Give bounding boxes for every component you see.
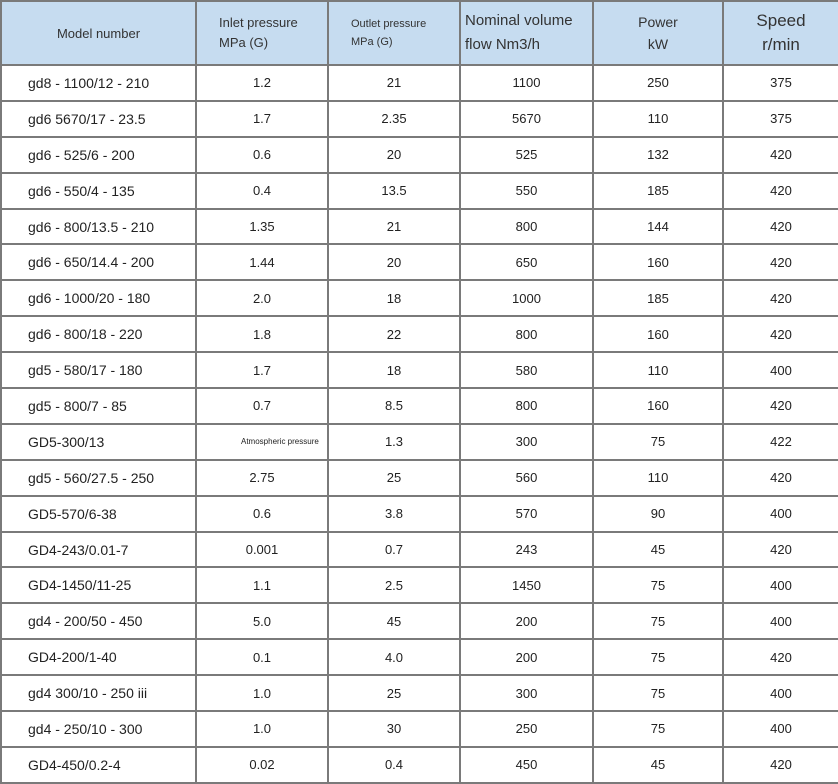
cell-power: 90 bbox=[593, 496, 723, 532]
cell-model-number: GD4-243/0.01-7 bbox=[1, 532, 196, 568]
table-row bbox=[1, 244, 838, 280]
table-row bbox=[1, 388, 838, 424]
cell-model-number: gd5 - 580/17 - 180 bbox=[1, 352, 196, 388]
cell-inlet-pressure: 5.0 bbox=[196, 603, 328, 639]
cell-outlet-pressure: 22 bbox=[328, 316, 460, 352]
cell-inlet-pressure: 1.8 bbox=[196, 316, 328, 352]
cell-nominal-volume-flow: 450 bbox=[460, 747, 593, 783]
cell-inlet-pressure: 1.7 bbox=[196, 352, 328, 388]
cell-speed: 422 bbox=[723, 424, 838, 460]
cell-speed: 420 bbox=[723, 316, 838, 352]
cell-inlet-pressure: 1.1 bbox=[196, 567, 328, 603]
cell-nominal-volume-flow: 800 bbox=[460, 316, 593, 352]
cell-power: 160 bbox=[593, 316, 723, 352]
cell-nominal-volume-flow: 800 bbox=[460, 388, 593, 424]
table-row bbox=[1, 460, 838, 496]
cell-nominal-volume-flow: 1450 bbox=[460, 567, 593, 603]
cell-nominal-volume-flow: 1000 bbox=[460, 280, 593, 316]
header-nominal-volume-flow-line2: flow Nm3/h bbox=[465, 36, 541, 53]
cell-outlet-pressure: 0.7 bbox=[328, 532, 460, 568]
cell-power: 185 bbox=[593, 280, 723, 316]
cell-speed: 420 bbox=[723, 137, 838, 173]
table-row bbox=[1, 424, 838, 460]
cell-outlet-pressure: 2.5 bbox=[328, 567, 460, 603]
cell-outlet-pressure: 1.3 bbox=[328, 424, 460, 460]
cell-nominal-volume-flow: 300 bbox=[460, 424, 593, 460]
cell-power: 185 bbox=[593, 173, 723, 209]
cell-inlet-pressure: 0.6 bbox=[196, 137, 328, 173]
table-row bbox=[1, 675, 838, 711]
cell-model-number: GD4-200/1-40 bbox=[1, 639, 196, 675]
cell-power: 160 bbox=[593, 244, 723, 280]
cell-speed: 420 bbox=[723, 388, 838, 424]
cell-speed: 420 bbox=[723, 747, 838, 783]
cell-outlet-pressure: 18 bbox=[328, 352, 460, 388]
cell-model-number: GD5-570/6-38 bbox=[1, 496, 196, 532]
cell-inlet-pressure: 0.7 bbox=[196, 388, 328, 424]
header-model-number bbox=[1, 1, 196, 65]
cell-power: 144 bbox=[593, 209, 723, 245]
cell-outlet-pressure: 45 bbox=[328, 603, 460, 639]
cell-model-number: gd6 - 1000/20 - 180 bbox=[1, 280, 196, 316]
cell-nominal-volume-flow: 200 bbox=[460, 639, 593, 675]
cell-model-number: GD4-450/0.2-4 bbox=[1, 747, 196, 783]
header-outlet-pressure bbox=[328, 1, 460, 65]
cell-inlet-pressure: 0.4 bbox=[196, 173, 328, 209]
cell-model-number: gd5 - 560/27.5 - 250 bbox=[1, 460, 196, 496]
cell-outlet-pressure: 21 bbox=[328, 65, 460, 101]
cell-outlet-pressure: 0.4 bbox=[328, 747, 460, 783]
cell-power: 110 bbox=[593, 101, 723, 137]
cell-outlet-pressure: 20 bbox=[328, 137, 460, 173]
cell-nominal-volume-flow: 525 bbox=[460, 137, 593, 173]
cell-model-number: gd6 - 525/6 - 200 bbox=[1, 137, 196, 173]
cell-speed: 420 bbox=[723, 639, 838, 675]
table-row bbox=[1, 711, 838, 747]
cell-outlet-pressure: 30 bbox=[328, 711, 460, 747]
header-speed-line2: r/min bbox=[762, 35, 800, 54]
cell-model-number: gd4 - 250/10 - 300 bbox=[1, 711, 196, 747]
cell-outlet-pressure: 3.8 bbox=[328, 496, 460, 532]
table-row bbox=[1, 567, 838, 603]
cell-inlet-pressure: 0.001 bbox=[196, 532, 328, 568]
cell-power: 75 bbox=[593, 711, 723, 747]
cell-nominal-volume-flow: 200 bbox=[460, 603, 593, 639]
header-model-number-line1: Model number bbox=[56, 25, 141, 41]
cell-power: 110 bbox=[593, 460, 723, 496]
cell-inlet-pressure: 2.75 bbox=[196, 460, 328, 496]
table-row bbox=[1, 101, 838, 137]
cell-inlet-pressure: 0.6 bbox=[196, 496, 328, 532]
cell-power: 132 bbox=[593, 137, 723, 173]
cell-nominal-volume-flow: 243 bbox=[460, 532, 593, 568]
cell-speed: 420 bbox=[723, 532, 838, 568]
cell-speed: 420 bbox=[723, 209, 838, 245]
cell-outlet-pressure: 8.5 bbox=[328, 388, 460, 424]
table-row bbox=[1, 603, 838, 639]
header-inlet-pressure-line1: Inlet pressure bbox=[219, 15, 298, 30]
cell-inlet-pressure: 1.7 bbox=[196, 101, 328, 137]
cell-speed: 400 bbox=[723, 711, 838, 747]
cell-model-number: gd6 5670/17 - 23.5 bbox=[1, 101, 196, 137]
header-outlet-pressure-line1: Outlet pressure bbox=[351, 18, 427, 30]
cell-outlet-pressure: 2.35 bbox=[328, 101, 460, 137]
cell-power: 160 bbox=[593, 388, 723, 424]
cell-speed: 420 bbox=[723, 460, 838, 496]
table-row bbox=[1, 209, 838, 245]
cell-speed: 420 bbox=[723, 244, 838, 280]
cell-inlet-pressure: 1.0 bbox=[196, 675, 328, 711]
cell-outlet-pressure: 18 bbox=[328, 280, 460, 316]
cell-inlet-pressure: Atmospheric pressure bbox=[196, 424, 328, 460]
cell-nominal-volume-flow: 560 bbox=[460, 460, 593, 496]
cell-model-number: GD5-300/13 bbox=[1, 424, 196, 460]
cell-power: 110 bbox=[593, 352, 723, 388]
cell-outlet-pressure: 20 bbox=[328, 244, 460, 280]
cell-model-number: gd5 - 800/7 - 85 bbox=[1, 388, 196, 424]
cell-nominal-volume-flow: 300 bbox=[460, 675, 593, 711]
table-row bbox=[1, 639, 838, 675]
table-row bbox=[1, 173, 838, 209]
cell-nominal-volume-flow: 550 bbox=[460, 173, 593, 209]
header-inlet-pressure-line2: MPa (G) bbox=[219, 35, 269, 50]
table-row bbox=[1, 532, 838, 568]
table-row bbox=[1, 137, 838, 173]
header-power-line2: kW bbox=[647, 36, 669, 52]
cell-model-number: GD4-1450/11-25 bbox=[1, 567, 196, 603]
cell-speed: 400 bbox=[723, 567, 838, 603]
cell-power: 75 bbox=[593, 603, 723, 639]
header-nominal-volume-flow-line1: Nominal volume bbox=[465, 12, 573, 29]
cell-outlet-pressure: 13.5 bbox=[328, 173, 460, 209]
cell-power: 250 bbox=[593, 65, 723, 101]
table-row bbox=[1, 316, 838, 352]
cell-model-number: gd6 - 800/13.5 - 210 bbox=[1, 209, 196, 245]
cell-nominal-volume-flow: 5670 bbox=[460, 101, 593, 137]
header-speed-line1: Speed bbox=[756, 11, 806, 30]
table-row bbox=[1, 496, 838, 532]
cell-speed: 400 bbox=[723, 496, 838, 532]
cell-speed: 420 bbox=[723, 280, 838, 316]
cell-outlet-pressure: 4.0 bbox=[328, 639, 460, 675]
cell-outlet-pressure: 21 bbox=[328, 209, 460, 245]
cell-outlet-pressure: 25 bbox=[328, 675, 460, 711]
cell-power: 75 bbox=[593, 567, 723, 603]
cell-speed: 400 bbox=[723, 603, 838, 639]
header-speed bbox=[723, 1, 838, 65]
cell-power: 75 bbox=[593, 424, 723, 460]
table-row bbox=[1, 280, 838, 316]
cell-nominal-volume-flow: 580 bbox=[460, 352, 593, 388]
cell-nominal-volume-flow: 570 bbox=[460, 496, 593, 532]
cell-model-number: gd8 - 1100/12 - 210 bbox=[1, 65, 196, 101]
cell-power: 45 bbox=[593, 532, 723, 568]
table-row bbox=[1, 352, 838, 388]
cell-model-number: gd6 - 650/14.4 - 200 bbox=[1, 244, 196, 280]
cell-inlet-pressure: 0.1 bbox=[196, 639, 328, 675]
cell-model-number: gd4 - 200/50 - 450 bbox=[1, 603, 196, 639]
cell-inlet-pressure: 1.35 bbox=[196, 209, 328, 245]
cell-model-number: gd6 - 800/18 - 220 bbox=[1, 316, 196, 352]
cell-speed: 375 bbox=[723, 65, 838, 101]
cell-speed: 420 bbox=[723, 173, 838, 209]
cell-model-number: gd6 - 550/4 - 135 bbox=[1, 173, 196, 209]
cell-speed: 400 bbox=[723, 352, 838, 388]
cell-nominal-volume-flow: 650 bbox=[460, 244, 593, 280]
cell-power: 75 bbox=[593, 675, 723, 711]
cell-nominal-volume-flow: 250 bbox=[460, 711, 593, 747]
table-row bbox=[1, 747, 838, 783]
header-inlet-pressure bbox=[196, 1, 328, 65]
cell-speed: 375 bbox=[723, 101, 838, 137]
cell-inlet-pressure: 1.0 bbox=[196, 711, 328, 747]
cell-nominal-volume-flow: 1100 bbox=[460, 65, 593, 101]
cell-power: 45 bbox=[593, 747, 723, 783]
header-row bbox=[1, 1, 838, 65]
header-nominal-volume-flow bbox=[460, 1, 593, 65]
header-power bbox=[593, 1, 723, 65]
cell-outlet-pressure: 25 bbox=[328, 460, 460, 496]
header-outlet-pressure-line2: MPa (G) bbox=[351, 36, 393, 48]
cell-inlet-pressure: 1.2 bbox=[196, 65, 328, 101]
header-power-line1: Power bbox=[638, 14, 678, 30]
cell-inlet-pressure: 0.02 bbox=[196, 747, 328, 783]
cell-model-number: gd4 300/10 - 250 iii bbox=[1, 675, 196, 711]
cell-speed: 400 bbox=[723, 675, 838, 711]
cell-inlet-pressure: 2.0 bbox=[196, 280, 328, 316]
table-row bbox=[1, 65, 838, 101]
cell-nominal-volume-flow: 800 bbox=[460, 209, 593, 245]
cell-inlet-pressure: 1.44 bbox=[196, 244, 328, 280]
cell-power: 75 bbox=[593, 639, 723, 675]
